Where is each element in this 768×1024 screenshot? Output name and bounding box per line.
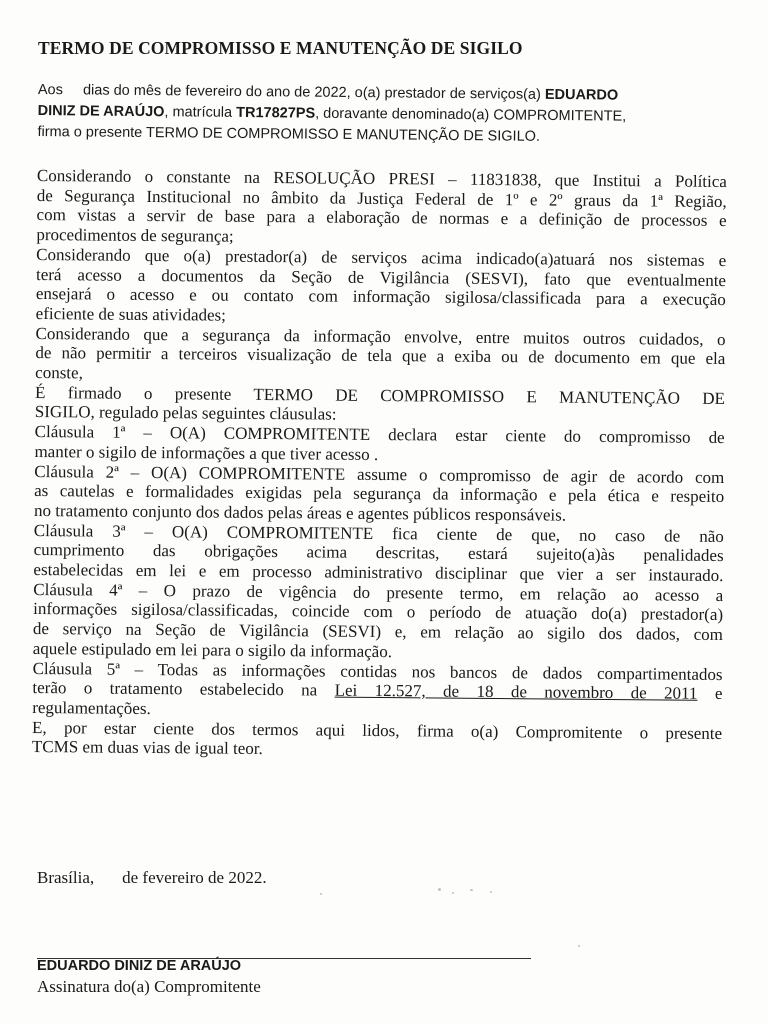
body-line: conste, <box>35 363 83 383</box>
body-line: de não permitir a terceiros visualização de tela que a exiba ou de documento em que ela <box>35 343 726 369</box>
closing-line: E, por estar ciente dos termos aqui lidos, firma o(a) Compromitente o presente <box>32 717 723 743</box>
body-line: Considerando que o(a) prestador(a) de serviços acima indicado(a)atuará nos sistemas e <box>36 244 727 270</box>
clause-4-line: de serviço na Seção de Vigilância (SESVI) e, em relação ao sigilo dos dados, com <box>32 619 724 645</box>
intro-line-3: firma o presente TERMO DE COMPROMISSO E MANUTENÇÃO DE SIGILO. <box>37 123 541 145</box>
prestador-name-part2: DINIZ DE ARAÚJO <box>37 102 165 121</box>
clause-2-line: no tratamento conjunto dos dados pelas áreas e agentes públicos responsáveis. <box>33 500 567 525</box>
body-line: É firmado o presente TERMO DE COMPROMISSO E MANUTENÇÃO DE <box>34 382 726 408</box>
body-line: de Segurança Institucional no âmbito da Justiça Federal de 1º e 2º graus da 1ª Região, <box>36 185 727 211</box>
intro-paragraph <box>37 80 728 150</box>
closing-line: regulamentações. <box>32 697 151 718</box>
body-line: SIGILO, regulado pelas seguintes cláusulas: <box>34 402 337 425</box>
clause-4-line: informações sigilosa/classificadas, coincide com o período de atuação do(a) prestador(a) <box>33 599 724 625</box>
scan-speck <box>438 888 441 891</box>
clause-3-line: Cláusula 3ª – O(A) COMPROMITENTE fica ciente de que, no caso de não <box>33 520 724 546</box>
intro-text: Aos dias do mês de fevereiro do ano de 2022, o(a) prestador de serviços(a) <box>37 81 545 103</box>
clause-1-line: manter o sigilo de informações a que tiver acesso . <box>34 441 379 464</box>
document-title: TERMO DE COMPROMISSO E MANUTENÇÃO DE SIGILO <box>38 38 523 58</box>
clause-5-text: terão o tratamento estabelecido na <box>32 678 335 700</box>
signatory-name: EDUARDO DINIZ DE ARAÚJO <box>37 958 242 974</box>
clause-4-line: aquele estipulado em lei para o sigilo da informação. <box>32 638 393 661</box>
registration-number: TR17827PS <box>236 104 316 122</box>
clause-1-line: Cláusula 1ª – O(A) COMPROMITENTE declara estar ciente do compromisso de <box>34 422 725 448</box>
clause-2-line: Cláusula 2ª – O(A) COMPROMITENTE assume o compromisso de agir de acordo com <box>34 461 725 487</box>
clause-3-line: cumprimento das obrigações acima descritas, estará sujeito(a)às penalidades <box>33 540 724 566</box>
scan-speck <box>578 945 580 947</box>
scan-speck <box>320 893 322 895</box>
intro-text: , matrícula <box>164 104 237 121</box>
clause-5-line: Cláusula 5ª – Todas as informações contidas nos bancos de dados compartimentados <box>32 658 723 684</box>
body-line: eficiente de suas atividades; <box>35 303 227 325</box>
scan-speck <box>490 891 492 893</box>
body-line: terá acesso a documentos da Seção de Vigilância (SESVI), fato que eventualmente <box>35 264 727 290</box>
body-line: Considerando que a segurança da informação envolve, entre muitos outros cuidados, o <box>35 323 726 349</box>
signatory-role: Assinatura do(a) Compromitente <box>37 977 261 996</box>
body-line: Considerando o constante na RESOLUÇÃO PRESI – 11831838, que Institui a Política <box>36 166 727 192</box>
clause-5-text: e <box>697 684 723 704</box>
clause-4-line: Cláusula 4ª – O prazo de vigência do presente termo, em relação ao acesso a <box>33 579 724 605</box>
intro-text: , doravante denominado(a) COMPROMITENTE, <box>315 105 627 125</box>
law-reference: Lei 12.527, de 18 de novembro de 2011 <box>334 680 698 704</box>
body-line: ensejará o acesso e ou contato com informação sigilosa/classificada para a execução <box>35 284 726 310</box>
body-line: com vistas a servir de base para a elaboração de normas e a definição de processos e <box>36 205 727 231</box>
scan-speck <box>470 889 473 891</box>
place-and-date <box>37 868 267 888</box>
closing-line: TCMS em duas vias de igual teor. <box>31 737 263 759</box>
place: Brasília, <box>37 868 95 887</box>
clause-2-line: as cautelas e formalidades exigidas pela segurança da informação e pela ética e respeito <box>34 481 725 507</box>
terms-body <box>32 166 727 763</box>
scan-speck <box>452 892 454 894</box>
date: de fevereiro de 2022. <box>122 868 267 887</box>
body-line: procedimentos de segurança; <box>36 225 234 246</box>
prestador-name-part1: EDUARDO <box>544 86 619 104</box>
clause-3-line: estabelecidas em lei e em processo administrativo disciplinar que vier a ser instaurado. <box>33 560 724 586</box>
